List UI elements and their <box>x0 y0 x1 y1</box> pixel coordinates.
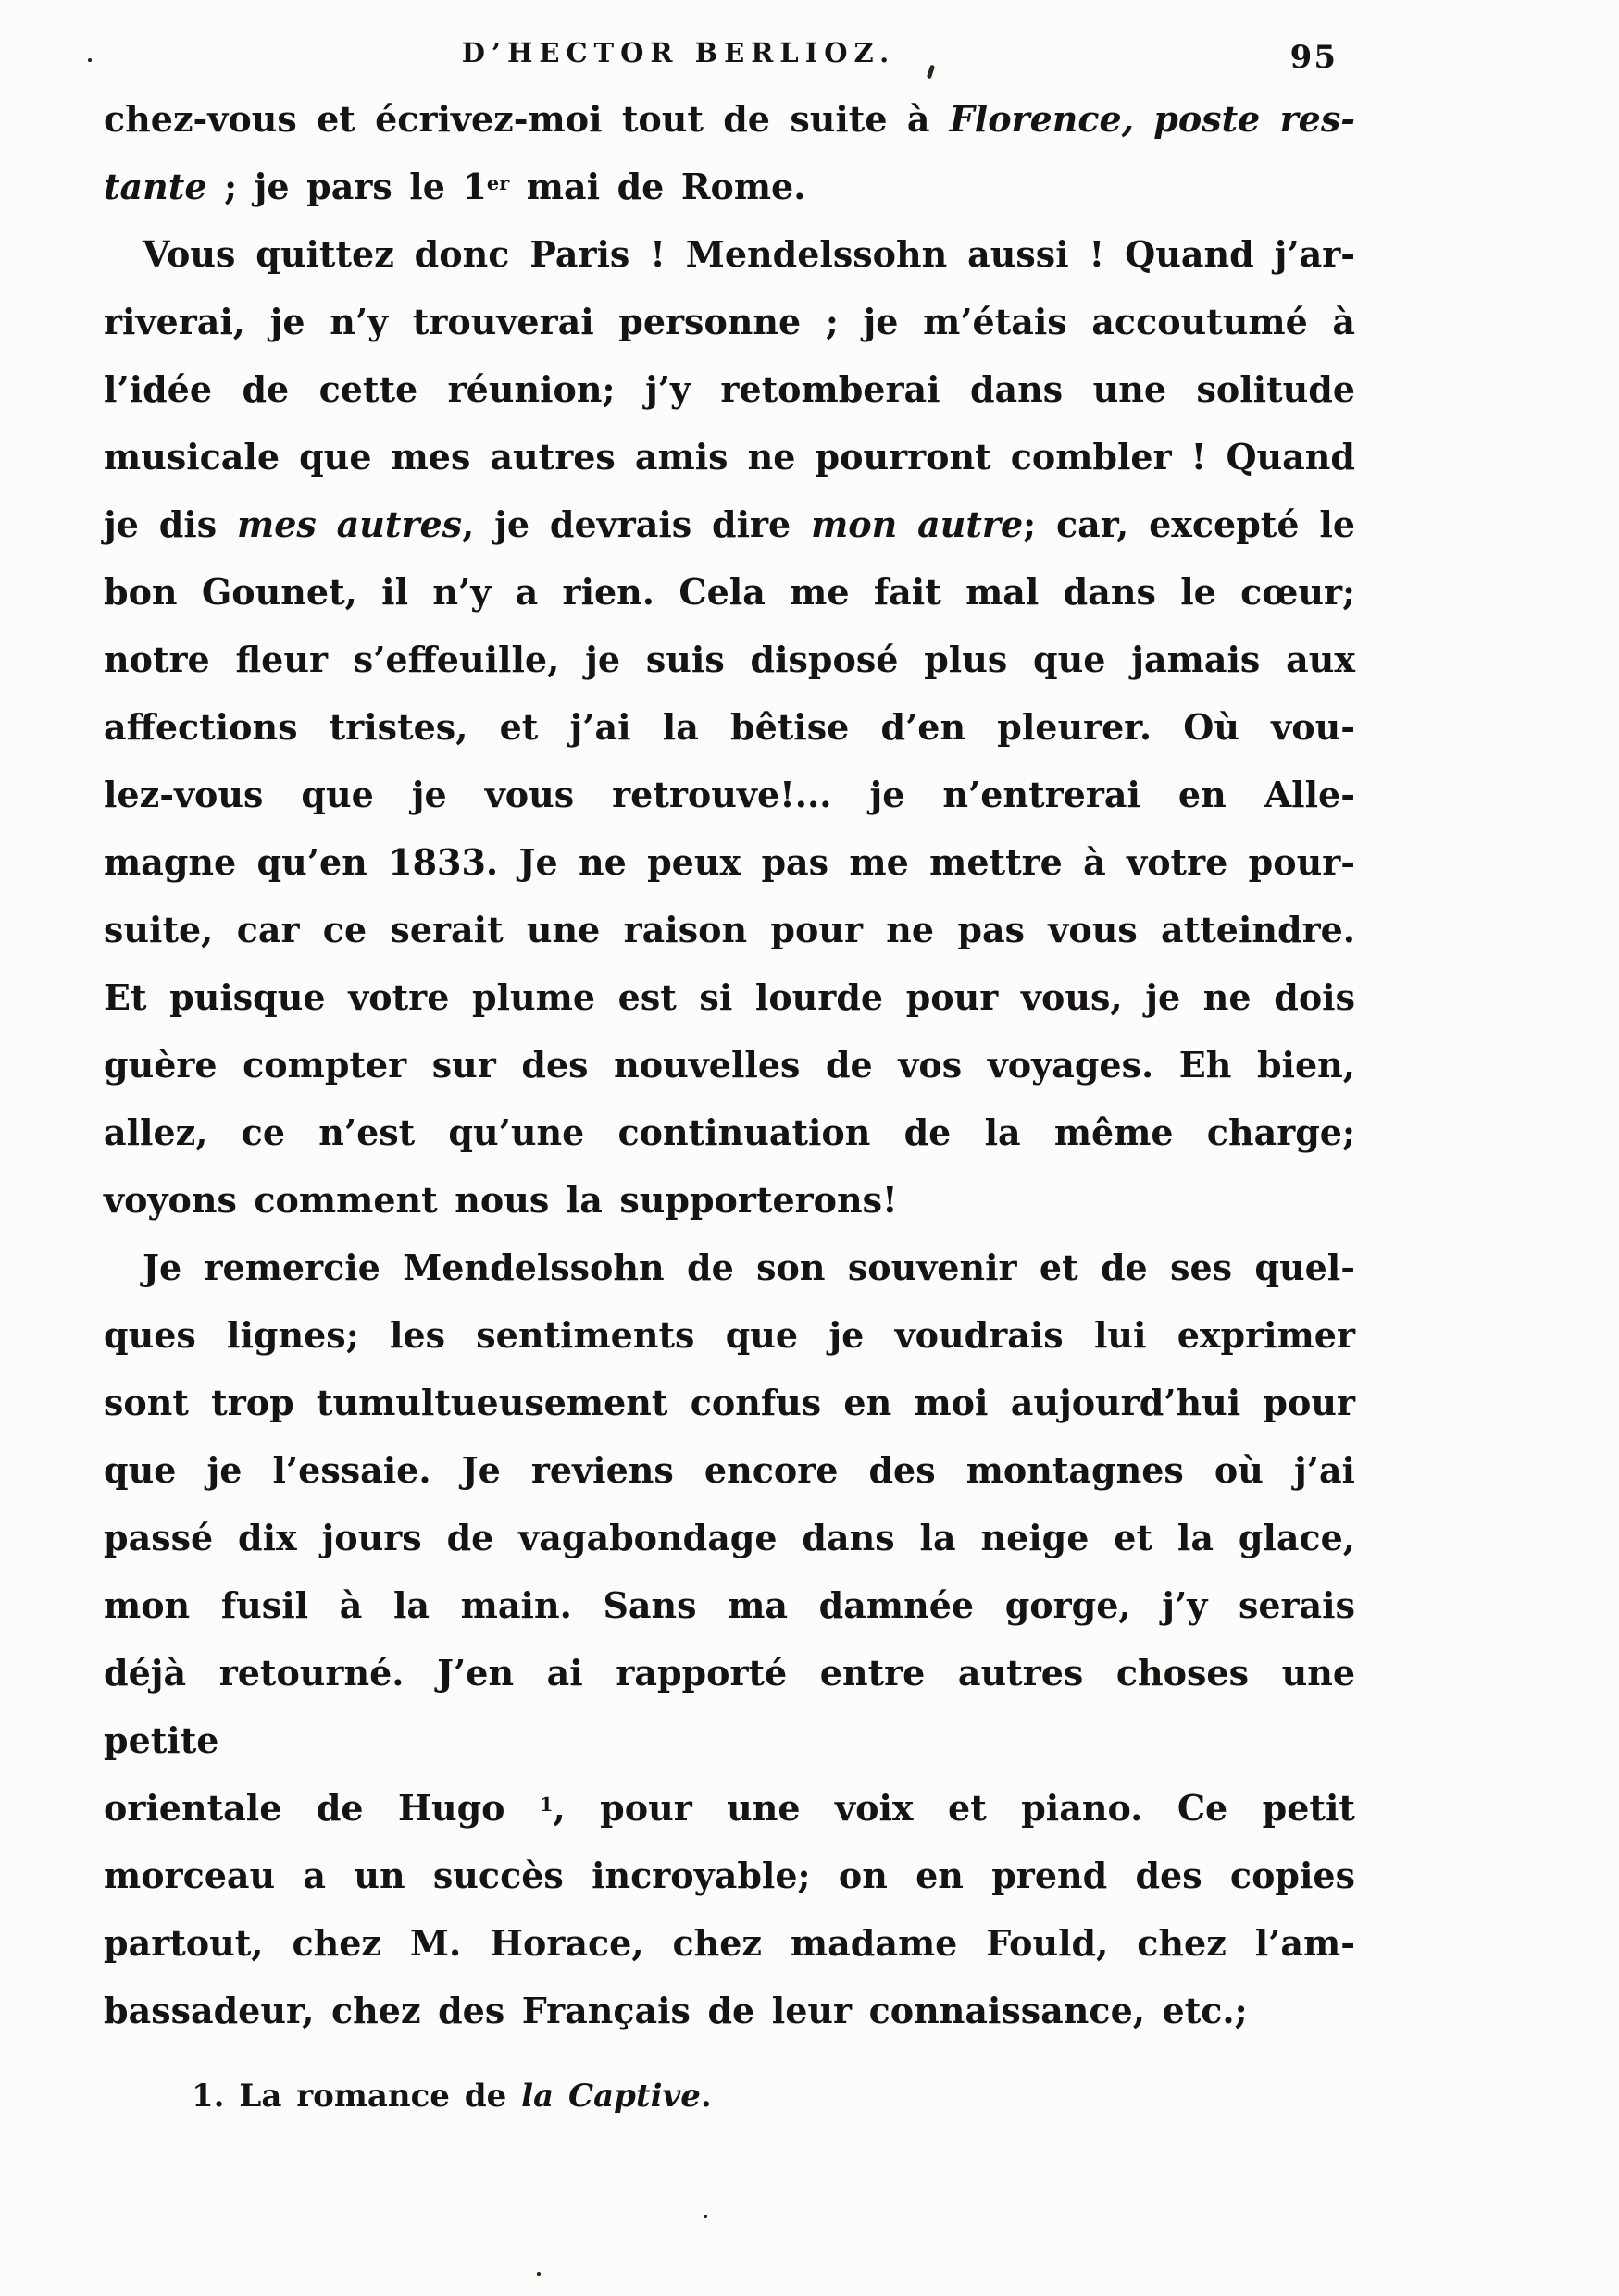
text-segment: riverai, je n’y trouverai personne ; je m’étais accoutumé à <box>104 301 1355 342</box>
text-segment: 1. La romance de <box>192 2078 522 2115</box>
text-segment: musicale que mes autres amis ne pourront combler ! Quand <box>104 436 1355 478</box>
footnote <box>192 2073 712 2119</box>
text-segment: ques lignes; les sentiments que je voudrais lui exprimer <box>104 1314 1355 1356</box>
text-line <box>104 423 1355 490</box>
text-line <box>104 1098 1355 1166</box>
text-segment: Et puisque votre plume est si lourde pour vous, je ne dois <box>104 976 1355 1018</box>
text-line <box>104 1842 1355 1909</box>
text-segment: Je remercie Mendelssohn de son souvenir et de ses quel- <box>143 1247 1355 1288</box>
text-line <box>104 490 1355 558</box>
text-line <box>104 1301 1355 1369</box>
superscript-marker: er <box>486 170 510 194</box>
text-segment: mai de Rome. <box>509 166 806 207</box>
text-line <box>104 828 1355 896</box>
text-segment: mes autres <box>237 503 463 545</box>
text-segment: sont trop tumultueusement confus en moi aujourd’hui pour <box>104 1382 1355 1423</box>
text-segment: Vous quittez donc Paris ! Mendelssohn aussi ! Quand j’ar- <box>143 233 1355 275</box>
text-line <box>104 693 1355 761</box>
text-line <box>104 153 1355 220</box>
ink-speck <box>88 58 92 62</box>
text-segment: , pour une voix et piano. Ce petit <box>553 1787 1355 1829</box>
text-segment: , je devrais dire <box>462 503 812 545</box>
text-segment: l’idée de cette réunion; j’y retomberai dans une solitude <box>104 368 1355 410</box>
ink-speck <box>537 2272 541 2276</box>
text-line <box>104 1436 1355 1504</box>
text-line <box>104 1369 1355 1436</box>
text-segment: . <box>700 2078 712 2115</box>
text-segment: la Captive <box>521 2078 701 2115</box>
page-header <box>104 37 1355 68</box>
text-line <box>104 1977 1355 2044</box>
text-segment: mon autre <box>811 503 1024 545</box>
text-segment: ; je pars le 1 <box>206 166 487 207</box>
text-segment: orientale de Hugo <box>104 1787 540 1829</box>
text-segment: voyons comment nous la supporterons! <box>104 1179 898 1221</box>
text-segment: suite, car ce serait une raison pour ne pas vous atteindre. <box>104 909 1355 950</box>
text-segment: bassadeur, chez des Français de leur connaissance, etc.; <box>104 1990 1248 2031</box>
text-line <box>104 1234 1355 1301</box>
text-segment: ; car, excepté le <box>1023 503 1355 545</box>
text-line <box>104 1166 1355 1234</box>
text-line <box>104 1504 1355 1571</box>
text-line <box>104 963 1355 1031</box>
text-segment: guère compter sur des nouvelles de vos voyages. Eh bien, <box>104 1044 1355 1086</box>
text-segment: passé dix jours de vagabondage dans la neige et la glace, <box>104 1517 1355 1558</box>
text-line <box>104 1571 1355 1639</box>
text-segment: partout, chez M. Horace, chez madame Fould, chez l’am- <box>104 1922 1355 1964</box>
text-segment: bon Gounet, il n’y a rien. Cela me fait mal dans le cœur; <box>104 571 1355 613</box>
text-segment: lez-vous que je vous retrouve!... je n’entrerai en Alle- <box>104 774 1355 815</box>
text-segment: mon fusil à la main. Sans ma damnée gorge, j’y serais <box>104 1584 1355 1626</box>
text-line <box>104 85 1355 153</box>
text-segment: magne qu’en 1833. Je ne peux pas me mettre à votre pour- <box>104 841 1355 883</box>
text-segment: que je l’essaie. Je reviens encore des montagnes où j’ai <box>104 1449 1355 1491</box>
text-line <box>104 626 1355 693</box>
text-line <box>104 761 1355 828</box>
text-line <box>104 1031 1355 1098</box>
text-line <box>104 896 1355 963</box>
text-segment: affections tristes, et j’ai la bêtise d’en pleurer. Où vou- <box>104 706 1355 748</box>
text-line <box>104 1639 1355 1774</box>
superscript-marker: 1 <box>539 1792 554 1816</box>
page-number: 95 <box>1289 39 1338 76</box>
text-segment: je dis <box>104 503 238 545</box>
running-title: D’HECTOR BERLIOZ. <box>461 37 896 68</box>
text-segment: tante <box>104 166 207 207</box>
text-segment: chez-vous et écrivez-moi tout de suite à <box>104 98 950 140</box>
ink-speck <box>704 2215 707 2218</box>
text-segment: notre fleur s’effeuille, je suis disposé plus que jamais aux <box>104 639 1355 680</box>
text-line <box>104 1774 1355 1842</box>
text-segment: déjà retourné. J’en ai rapporté entre autres choses une petite <box>104 1652 1355 1761</box>
text-line <box>104 558 1355 626</box>
text-line <box>104 1909 1355 1977</box>
text-segment: Florence, poste res- <box>949 98 1355 140</box>
letter-text <box>104 85 1355 2044</box>
text-line <box>104 288 1355 355</box>
text-line <box>104 355 1355 423</box>
text-segment: morceau a un succès incroyable; on en prend des copies <box>104 1855 1355 1896</box>
text-segment: allez, ce n’est qu’une continuation de la même charge; <box>104 1111 1355 1153</box>
text-line <box>104 220 1355 288</box>
